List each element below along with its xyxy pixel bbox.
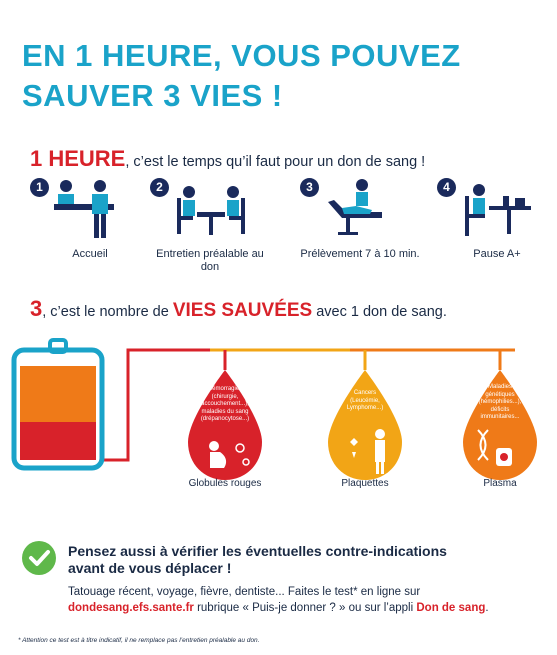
- reminder-detail-mid: rubrique « Puis-je donner ? » ou sur l’appli: [193, 602, 417, 614]
- headline-line-1: EN 1 HEURE, VOUS POUVEZ: [22, 38, 461, 73]
- website-link[interactable]: dondesang.efs.sante.fr: [68, 602, 194, 614]
- lives-highlight: VIES SAUVÉES: [172, 300, 313, 321]
- footnote: * Attention ce test est à titre indicatif, il ne remplace pas l’entretien préalable au don.: [18, 637, 260, 644]
- drop-yellow-text: Cancers (Leucémie, Lymphome...): [346, 390, 384, 411]
- drop-yellow-label: Plaquettes: [341, 478, 389, 489]
- reminder-detail-end: .: [485, 602, 489, 614]
- step-2-label: Entretien préalable au don: [156, 248, 264, 273]
- step-3-label: Prélèvement 7 à 10 min.: [300, 248, 420, 260]
- step-3-badge: 3: [300, 178, 319, 197]
- headline-line-2: SAUVER 3 VIES !: [22, 78, 283, 113]
- drop-yellow: [328, 370, 402, 480]
- blood-components-graphic: [0, 330, 557, 500]
- step-1-label: Accueil: [72, 248, 108, 260]
- drop-orange-label: Plasma: [483, 478, 517, 489]
- step-4-badge: 4: [437, 178, 456, 197]
- lives-line: [30, 296, 447, 322]
- drop-orange-text: Maladies génétiques (hémophilies...), déficits immunitaires...: [478, 384, 522, 420]
- step-4-label: Pause A+: [473, 248, 521, 260]
- reminder-detail: [68, 584, 489, 616]
- drop-red-text: Hémorragies (chirurgie, accouchement...), maladies du sang (drépanocytose...): [200, 386, 250, 422]
- blood-bag-icon: [14, 340, 102, 468]
- lives-number: 3: [30, 296, 43, 321]
- lives-text-2: avec 1 don de sang.: [312, 304, 447, 320]
- check-icon: [22, 541, 56, 575]
- drop-red-label: Globules rouges: [188, 478, 262, 489]
- intro-line: [30, 146, 425, 172]
- reminder-detail-line-2: [68, 600, 489, 616]
- headline: [22, 36, 461, 116]
- reminder-detail-line-1: Tatouage récent, voyage, fièvre, dentiste... Faites le test* en ligne sur: [68, 586, 421, 598]
- app-name: Don de sang: [416, 602, 486, 614]
- blood-draw-icon: [322, 178, 402, 240]
- reminder-title-line-1: Pensez aussi à vérifier les éventuelles contre-indications: [68, 543, 447, 559]
- step-1-badge: 1: [30, 178, 49, 197]
- break-icon: [459, 182, 539, 240]
- intro-text: , c’est le temps qu’il faut pour un don de sang !: [125, 154, 426, 170]
- lives-text-1: , c’est le nombre de: [42, 304, 173, 320]
- interview-icon: [175, 184, 255, 240]
- reminder-title: [68, 543, 447, 577]
- step-2-badge: 2: [150, 178, 169, 197]
- intro-highlight: 1 HEURE: [30, 146, 126, 171]
- reception-icon: [50, 178, 130, 240]
- reminder-title-line-2: avant de vous déplacer !: [68, 560, 232, 576]
